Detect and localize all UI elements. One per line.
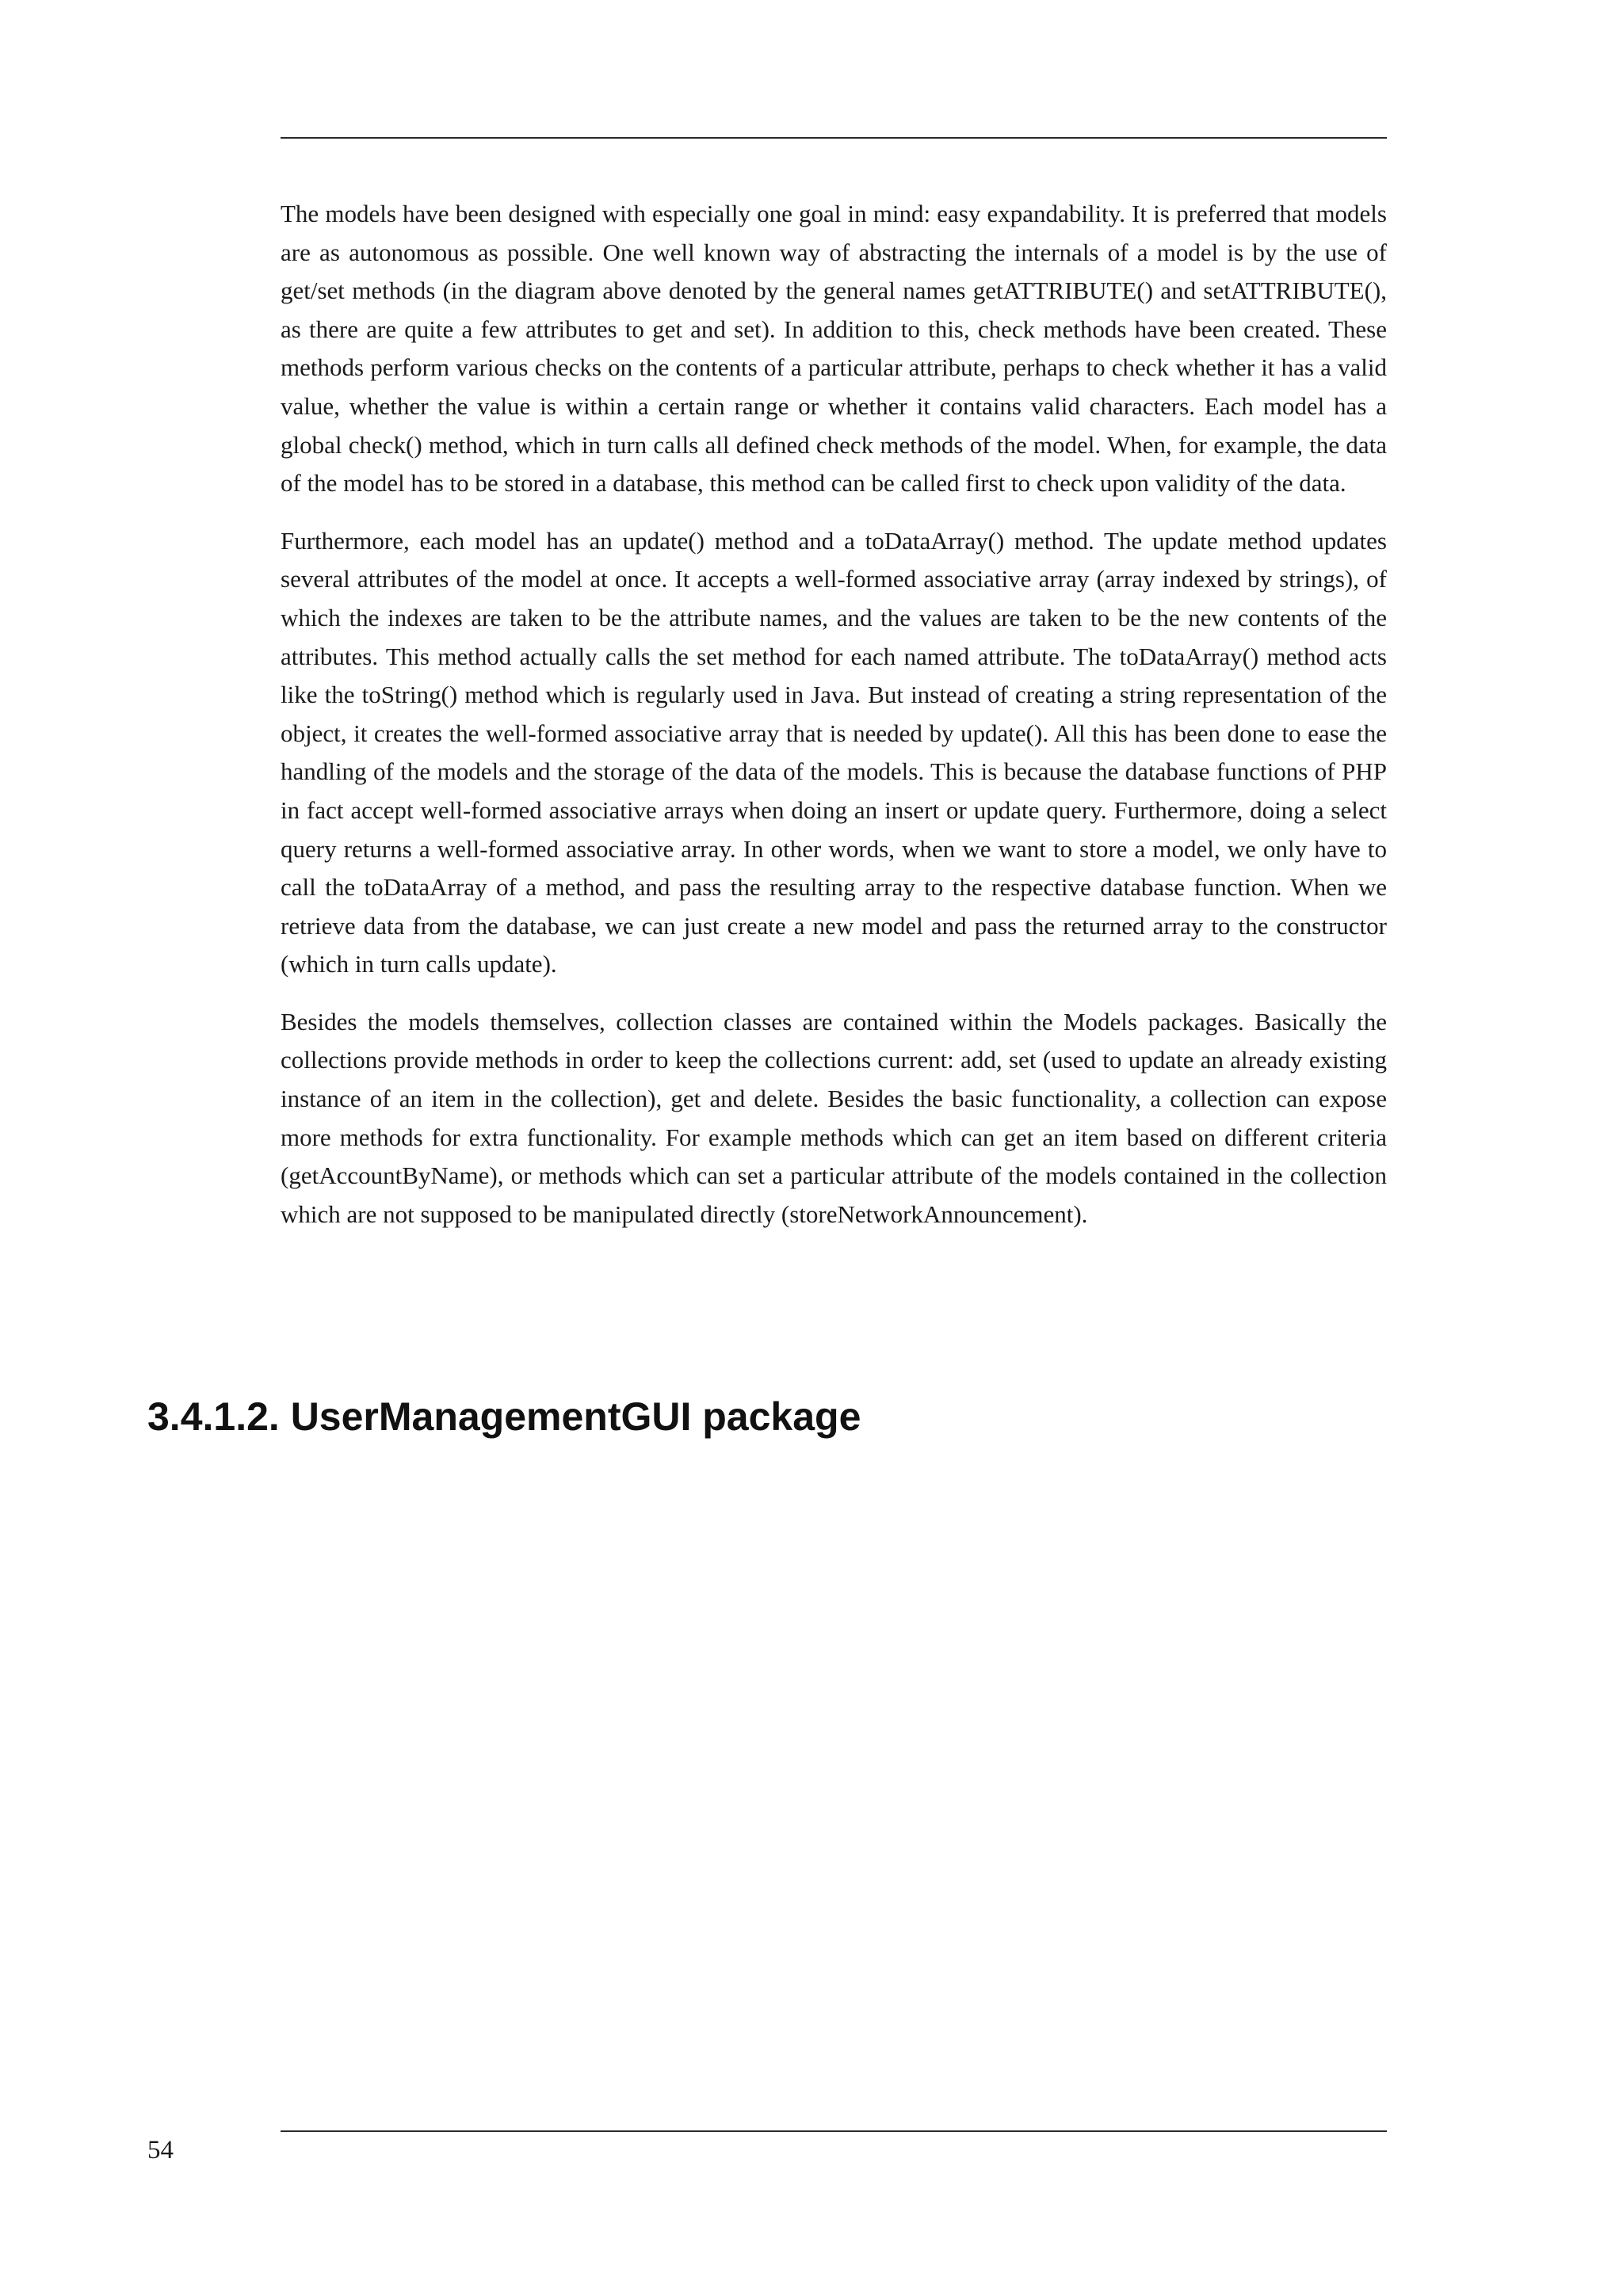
body-text [281, 195, 1387, 1253]
page-number: 54 [147, 2136, 174, 2164]
footer-rule [281, 2130, 1387, 2132]
section-heading: 3.4.1.2. UserManagementGUI package [147, 1394, 861, 1439]
header-rule [281, 137, 1387, 139]
paragraph-collections: Besides the models themselves, collection classes are contained within the Models packages. Basically the collections provide methods in order to keep the collections current: add, set (used to update an already existing instance of an item in the collection), get and delete. Besides the basic functionality, a collection can expose more methods for extra functionality. For example methods which can get an item based on different criteria (getAccountByName), or methods which can set a particular attribute of the models contained in the collection which are not supposed to be manipulated directly (storeNetworkAnnouncement). [281, 1007, 1387, 1228]
paragraph-update-method: Furthermore, each model has an update() method and a toDataArray() method. The update method updates several attributes of the model at once. It accepts a well-formed associative array (array indexed by strings), of which the indexes are taken to be the attribute names, and the values are taken to be the new contents of the attributes. This method actually calls the set method for each named attribute. The toDataArray() method acts like the toString() method which is regularly used in Java. But instead of creating a string representation of the object, it creates the well-formed associative array that is needed by update(). All this has been done to ease the handling of the models and the storage of the data of the models. This is because the database functions of PHP in fact accept well-formed associative arrays when doing an insert or update query. Furthermore, doing a select query returns a well-formed associative array. In other words, when we want to store a model, we only have to call the toDataArray of a method, and pass the resulting array to the respective database function. When we retrieve data from the database, we can just create a new model and pass the returned array to the constructor (which in turn calls update). [281, 526, 1387, 978]
paragraph-models-design: The models have been designed with especially one goal in mind: easy expandability. It is preferred that models are as autonomous as possible. One well known way of abstracting the internals of a model is by the use of get/set methods (in the diagram above denoted by the general names getATTRIBUTE() and setATTRIBUTE(), as there are quite a few attributes to get and set). In addition to this, check methods have been created. These methods perform various checks on the contents of a particular attribute, perhaps to check whether it has a valid value, whether the value is within a certain range or whether it contains valid characters. Each model has a global check() method, which in turn calls all defined check methods of the model. When, for example, the data of the model has to be stored in a database, this method can be called first to check upon validity of the data. [281, 200, 1387, 498]
